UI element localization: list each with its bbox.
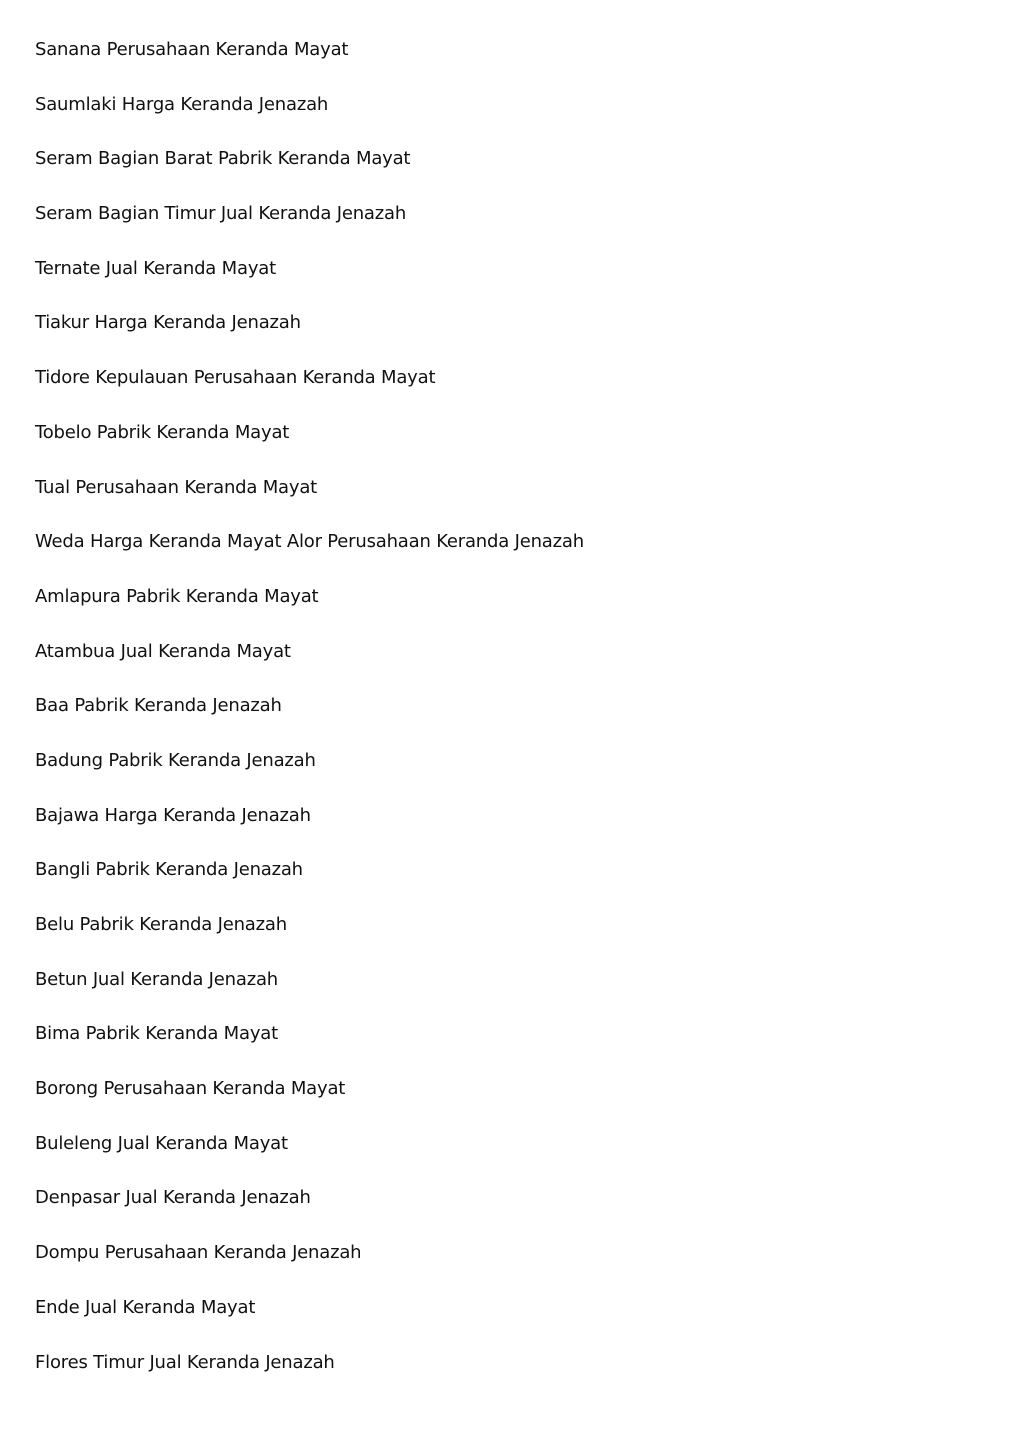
text-line: Tobelo Pabrik Keranda Mayat (35, 421, 290, 443)
text-line: Buleleng Jual Keranda Mayat (35, 1132, 288, 1154)
text-line: Belu Pabrik Keranda Jenazah (35, 914, 287, 935)
text-line: Ende Jual Keranda Mayat (35, 1296, 256, 1318)
text-line: Baa Pabrik Keranda Jenazah (35, 695, 282, 717)
text-line: Denpasar Jual Keranda Jenazah (35, 1187, 311, 1209)
text-line: Weda Harga Keranda Mayat Alor Perusahaan Keranda Jenazah (35, 531, 584, 553)
text-line: Saumlaki Harga Keranda Jenazah (35, 93, 329, 115)
text-line: Tual Perusahaan Keranda Mayat (35, 476, 318, 498)
text-line: Sanana Perusahaan Keranda Mayat (35, 39, 349, 60)
text-line: Dompu Perusahaan Keranda Jenazah (35, 1242, 362, 1264)
text-line: Ternate Jual Keranda Mayat (35, 257, 276, 279)
text-line: Borong Perusahaan Keranda Mayat (35, 1078, 346, 1100)
text-line: Amlapura Pabrik Keranda Mayat (35, 585, 319, 607)
text-line: Tidore Kepulauan Perusahaan Keranda Mayat (35, 367, 436, 389)
text-line: Tiakur Harga Keranda Jenazah (35, 312, 301, 334)
text-line: Flores Timur Jual Keranda Jenazah (35, 1351, 335, 1373)
text-line: Betun Jual Keranda Jenazah (35, 968, 278, 990)
text-line: Seram Bagian Barat Pabrik Keranda Mayat (35, 148, 411, 170)
text-line: Seram Bagian Timur Jual Keranda Jenazah (35, 203, 407, 225)
text-line: Bangli Pabrik Keranda Jenazah (35, 859, 303, 881)
text-line: Bajawa Harga Keranda Jenazah (35, 804, 311, 826)
text-line: Bima Pabrik Keranda Mayat (35, 1023, 278, 1045)
text-line: Atambua Jual Keranda Mayat (35, 640, 291, 662)
text-line-list (35, 36, 995, 1403)
text-line: Badung Pabrik Keranda Jenazah (35, 749, 316, 771)
